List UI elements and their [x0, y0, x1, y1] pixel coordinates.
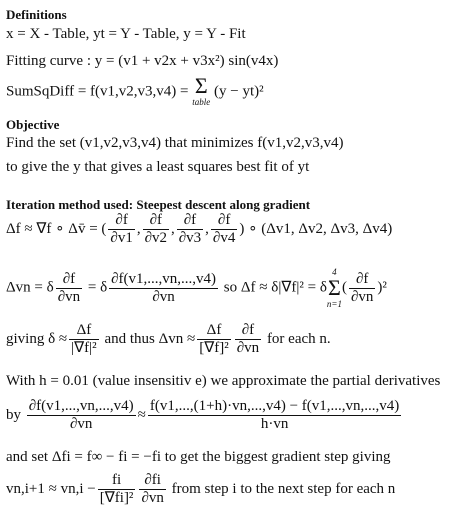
fraction-numerator: ∂fi: [139, 472, 165, 490]
partial-fraction: [143, 212, 169, 247]
sum-symbol: Σ: [328, 275, 341, 300]
fraction-numerator: ∂f(v1,...,vn,...,v4): [111, 270, 217, 287]
fraction-denominator: ∂vn: [236, 340, 260, 356]
partial-fraction: [56, 271, 82, 306]
delta-f-left: Δf ≈ ∇f ∘ Δv̄ = (: [6, 220, 107, 237]
partial-fraction: [235, 322, 261, 357]
sum-symbol: Σ: [194, 73, 208, 98]
sumsqdiff-left: SumSqDiff = f(v1,v2,v3,v4) =: [6, 83, 189, 100]
delta-vn-a: Δvn = δ: [6, 279, 54, 296]
fraction-numerator: ∂f: [235, 322, 261, 340]
fraction-numerator: ∂f(v1,...,vn,...,v4): [28, 398, 134, 414]
difference-fraction: [148, 398, 401, 433]
iteration-heading: Iteration method used: Steepest descent along gradient: [6, 197, 311, 212]
fraction-numerator: ∂f: [56, 271, 82, 289]
giving-b: and thus Δvn ≈: [104, 330, 196, 347]
objective-line-2: to give the y that gives a least squares best fit of yt: [6, 159, 310, 175]
fraction-denominator: ∂vn: [152, 288, 175, 305]
fraction-numerator: ∂f: [143, 212, 169, 230]
fraction-numerator: ∂f: [211, 212, 237, 230]
delta-vn-c: so Δf ≈ δ|∇f|² = δ: [223, 279, 327, 296]
fraction-numerator: Δf: [69, 322, 99, 340]
fraction-denominator: ∂vn: [350, 288, 374, 305]
by-a: by: [6, 406, 21, 423]
partial-fraction: [211, 212, 237, 247]
giving-line: [6, 322, 331, 357]
objective-heading: Objective: [6, 117, 60, 132]
sum-lower-limit: n=1: [326, 299, 342, 309]
fraction-numerator: ∂f: [108, 212, 134, 230]
delta-vn-line: Δvn = δ $\frac{\partial f}{\partial vn}$ = δ $\frac{\partial f(v1,...,vn,...,v4)}{\partial vn}$ so Δf ≈ δ|∇f|² = δ 4 Σ n=1 ( $\frac{\partial f}{\partial vn}$ )²: [6, 267, 387, 309]
partial-fraction: [108, 212, 134, 247]
fitting-curve-line: Fitting curve : y = (v1 + v2x + v3x²) sin(v4x): [6, 53, 279, 69]
with-h-line: With h = 0.01 (value insensitiv e) we approximate the partial derivatives: [6, 373, 441, 389]
partial-fraction: [27, 398, 136, 433]
fraction: [197, 322, 231, 357]
definitions-line: x = X - Table, yt = Y - Table, y = Y - Fit: [6, 26, 246, 42]
fraction-denominator: |∇f|²: [71, 340, 97, 356]
step-a: vn,i+1 ≈ vn,i −: [6, 480, 96, 497]
fraction: [98, 472, 136, 507]
fraction-denominator: ∂vn: [69, 416, 93, 432]
sum-upper-limit: 4: [332, 267, 337, 277]
partial-fraction: [177, 212, 203, 247]
fraction: [69, 322, 99, 357]
fraction-numerator: ∂f: [177, 212, 203, 230]
step-b: from step i to the next step for each n: [171, 480, 396, 497]
fraction-denominator: ∂vn: [57, 288, 81, 305]
by-line: [6, 398, 403, 433]
sum-table: [192, 73, 211, 108]
fraction-numerator: fi: [98, 472, 136, 490]
partial-fraction: [139, 472, 165, 507]
sum-n: [327, 266, 342, 310]
definitions-heading: Definitions: [6, 7, 67, 22]
sumsqdiff-right: (y − yt)²: [213, 83, 264, 100]
delta-f-line: Δf ≈ ∇f ∘ Δv̄ = ( $\frac{\partial f}{\partial v1}$ , $\frac{\partial f}{\partial v2}$ , $\frac{\partial f}{\partial v3}$ , $\frac{\partial f}{\partial v4}$ ) ∘ (Δv1, Δv2, Δv3, Δv4): [6, 212, 393, 246]
giving-c: for each n.: [266, 330, 331, 347]
giving-a: giving δ ≈: [6, 330, 68, 347]
fraction-denominator: ∂v3: [178, 230, 202, 246]
fraction-denominator: ∂vn: [141, 490, 164, 506]
partial-fraction: [109, 271, 218, 306]
objective-line-1: Find the set (v1,v2,v3,v4) that minimizes f(v1,v2,v3,v4): [6, 135, 344, 151]
fraction-denominator: ∂v4: [212, 230, 236, 246]
fraction-denominator: ∂v1: [110, 230, 133, 246]
step-line: [6, 472, 395, 507]
fraction-numerator: Δf: [197, 322, 231, 340]
fraction-numerator: f(v1,...,(1+h)·vn,...,v4) − f(v1,...,vn,...,v4): [149, 398, 400, 414]
fraction-denominator: [∇f]²: [199, 340, 229, 356]
delta-f-right: ) ∘ (Δv1, Δv2, Δv3, Δv4): [239, 220, 393, 237]
fraction-denominator: ∂v2: [144, 230, 167, 246]
sum-limit: table: [192, 97, 211, 107]
partial-fraction: [349, 271, 375, 306]
by-b: ≈: [137, 406, 146, 423]
delta-vn-b: = δ: [87, 279, 108, 296]
fraction-denominator: h·vn: [260, 416, 289, 432]
set-line: and set Δfi = f∞ − fi = −fi to get the biggest gradient step giving: [6, 449, 391, 465]
sumsqdiff-line: [6, 73, 264, 108]
fraction-numerator: ∂f: [349, 271, 375, 289]
fraction-denominator: [∇fi]²: [99, 490, 134, 506]
